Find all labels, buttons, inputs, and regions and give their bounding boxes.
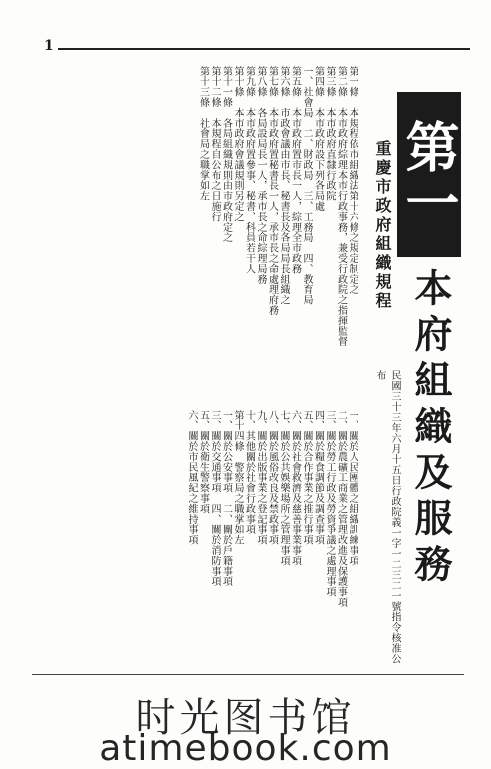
chapter-title: 第一 [397, 92, 461, 257]
article-line: 七、關於公共娛樂場所之管理事項 [278, 410, 289, 566]
article-line: 第一條 本規程依市組織法第十六條之規定制定之 [347, 66, 358, 295]
article-line: 第五條 本市政府置市長一人，綜理全市政務 [289, 66, 301, 274]
article-line: 第七條 本市政府置秘書長一人，承市長之命處理府務 [266, 66, 278, 316]
article-line: 第八條 各局設局長一人，承市長之命綜理局務 [255, 66, 266, 285]
article-line: 第十一條 各局組織規則由市政府定之 [220, 66, 232, 243]
article-line: 第十條 本市政府會議規則另定之 [232, 66, 243, 222]
article-line: 九、關於出版事業之登記事項 [255, 410, 266, 546]
article-line: 第六條 市政會議由市長、秘書長及各局局長組織之 [278, 66, 289, 306]
article-line: 三、關於交通事項 四、關於消防事項 [209, 410, 220, 587]
chapter-subtitle: 本府組織及服務 [408, 268, 453, 590]
article-line: 八、關於風俗改良及禁政事項 [266, 410, 278, 546]
article-line: 五、關於合作事業之推行事項 [301, 410, 312, 546]
article-line: 六、關於社會救濟及慈善事業事項 [289, 410, 301, 566]
article-line: 第九條 本市政府置參事、秘書、科員若干人 [243, 66, 255, 274]
article-line: 六、關於市民風紀之維持事項 [186, 410, 197, 546]
page-number: 1 [44, 38, 54, 54]
article-line: 四、關於糧食調節及調查事項 [312, 410, 324, 546]
article-line: 二、關於農礦工商業之管理改進及保護事項 [335, 410, 347, 608]
articles-bottom-block [131, 410, 358, 665]
articles-top-block [131, 66, 358, 396]
article-line: 一、關於公安事項 二、關於戶籍事項 [220, 410, 232, 587]
article-line: 第四條 本市政府設下列各局處 [312, 66, 324, 212]
article-line: 第三條 本市政府直隸行政院 [324, 66, 335, 202]
article-line: 第二條 本市政府綜理本市行政事務，兼受行政院之指揮監督 [335, 66, 347, 347]
article-line: 十、其他關於社會行政事項 [243, 410, 255, 535]
article-line: 五、關於衛生警察事項 [197, 410, 209, 514]
article-line: 一、社會局 二、財政局 三、工務局 四、教育局 [301, 66, 312, 306]
regulation-title: 重慶市政府組織規程 [373, 140, 392, 311]
article-line: 第十四條 警察局之職掌如左 [232, 410, 243, 546]
watermark-en: atimebook.com [99, 728, 392, 769]
article-line: 第十三條 社會局之職掌如左 [197, 66, 209, 202]
watermark-cn: 时光图书馆 [135, 695, 356, 741]
top-rule [58, 48, 470, 50]
article-line: 一、關於人民團體之組織訓練事項 [347, 410, 358, 566]
article-line: 三、關於勞工行政及勞資爭議之處理事項 [324, 410, 335, 598]
promulgation-note: 民國三十三年六月十五日行政院義一字一二三二一號指令核准公布 [374, 370, 400, 664]
bottom-rule [32, 674, 464, 675]
article-line: 第十二條 本規程自公布之日施行 [209, 66, 220, 222]
